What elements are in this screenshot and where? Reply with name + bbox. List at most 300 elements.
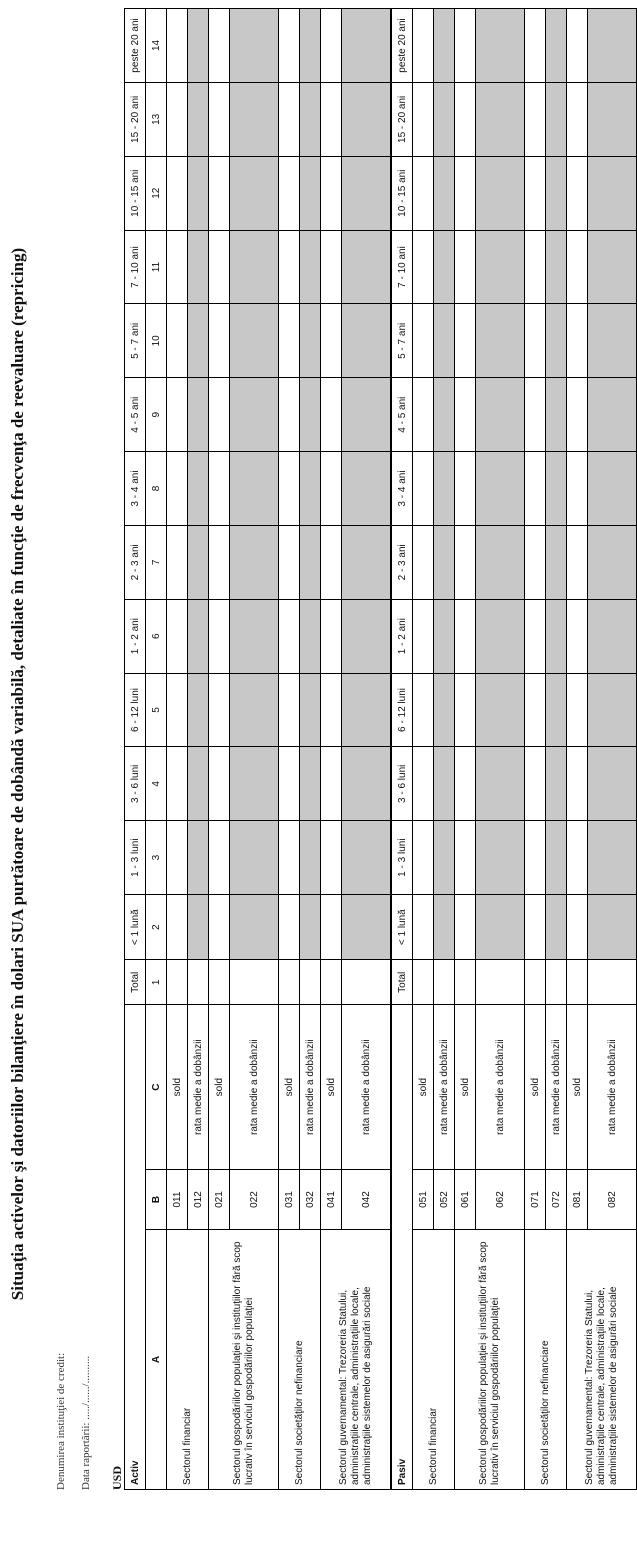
value-cell (209, 230, 230, 304)
bucket-header: 6 - 12 luni (125, 673, 146, 747)
value-cell (455, 378, 476, 452)
value-cell (525, 821, 546, 895)
bucket-header: 2 - 3 ani (391, 525, 413, 599)
value-cell (525, 378, 546, 452)
value-cell (413, 821, 434, 895)
bucket-header: peste 20 ani (125, 9, 146, 83)
value-cell (321, 599, 342, 673)
sector-name: Sectorul guvernamental: Trezoreria Statului, administraţiile centrale, administraţiile locale, administraţiile sistemelor de asigurări sociale (567, 1229, 637, 1489)
value-cell (167, 599, 188, 673)
shaded-cell (300, 230, 321, 304)
value-cell (525, 673, 546, 747)
value-cell (279, 304, 300, 378)
bucket-header: 6 - 12 luni (391, 673, 413, 747)
value-cell (167, 378, 188, 452)
value-cell (455, 821, 476, 895)
value-cell (455, 525, 476, 599)
value-cell (167, 82, 188, 156)
row-code: 052 (434, 1170, 455, 1230)
table-row (413, 9, 434, 1490)
value-cell (455, 673, 476, 747)
shaded-cell (434, 230, 455, 304)
shaded-cell (476, 673, 525, 747)
value-cell (167, 673, 188, 747)
activ-header-row (125, 9, 146, 1490)
shaded-cell (546, 82, 567, 156)
shaded-cell (476, 747, 525, 821)
indicator-label: rata medie a dobânzii (588, 1005, 637, 1170)
shaded-cell (588, 9, 637, 83)
value-cell (525, 960, 546, 1005)
col-number: 10 (146, 304, 167, 378)
shaded-cell (188, 156, 209, 230)
value-cell (321, 895, 342, 960)
row-code: 042 (342, 1170, 392, 1230)
shaded-cell (188, 599, 209, 673)
shaded-cell (300, 9, 321, 83)
col-number: 2 (146, 895, 167, 960)
shaded-cell (476, 821, 525, 895)
shaded-cell (434, 525, 455, 599)
table-row (525, 9, 546, 1490)
repricing-table (124, 8, 637, 1490)
value-cell (455, 960, 476, 1005)
value-cell (413, 525, 434, 599)
value-cell (455, 895, 476, 960)
bucket-header: 1 - 3 luni (391, 821, 413, 895)
value-cell (321, 821, 342, 895)
bucket-header: 1 - 2 ani (391, 599, 413, 673)
bucket-header: Total (391, 960, 413, 1005)
value-cell (525, 230, 546, 304)
bucket-header: < 1 lună (125, 895, 146, 960)
shaded-cell (342, 452, 392, 526)
shaded-cell (588, 304, 637, 378)
value-cell (209, 156, 230, 230)
sector-name: Sectorul societăţilor nefinanciare (525, 1229, 567, 1489)
shaded-cell (230, 747, 279, 821)
shaded-cell (230, 82, 279, 156)
value-cell (567, 960, 588, 1005)
value-cell (567, 378, 588, 452)
bucket-header: 3 - 4 ani (391, 452, 413, 526)
shaded-cell (546, 821, 567, 895)
bucket-header: < 1 lună (391, 895, 413, 960)
shaded-cell (230, 378, 279, 452)
value-cell (279, 230, 300, 304)
bucket-header: 4 - 5 ani (125, 378, 146, 452)
value-cell (455, 156, 476, 230)
shaded-cell (188, 821, 209, 895)
value-cell (209, 673, 230, 747)
indicator-label: rata medie a dobânzii (342, 1005, 392, 1170)
indicator-label: sold (413, 1005, 434, 1170)
col-number: 11 (146, 230, 167, 304)
report-title: Situaţia activelor şi datoriilor bilanţiere în dolari SUA purtătoare de dobândă variabilă, detaliate în funcţie de frecvenţa de reevaluare (repricing) (8, 247, 27, 1301)
value-cell (321, 378, 342, 452)
shaded-cell (434, 378, 455, 452)
value-cell (321, 960, 342, 1005)
value-cell (209, 599, 230, 673)
shaded-cell (434, 9, 455, 83)
col-number: 6 (146, 599, 167, 673)
col-letter-b: B (146, 1170, 167, 1230)
col-number: 4 (146, 747, 167, 821)
shaded-cell (300, 452, 321, 526)
bucket-header: 5 - 7 ani (391, 304, 413, 378)
value-cell (167, 821, 188, 895)
bucket-header: 15 - 20 ani (391, 82, 413, 156)
value-cell (188, 960, 209, 1005)
shaded-cell (434, 747, 455, 821)
value-cell (567, 673, 588, 747)
shaded-cell (588, 525, 637, 599)
value-cell (279, 747, 300, 821)
row-code: 072 (546, 1170, 567, 1230)
value-cell (455, 230, 476, 304)
shaded-cell (434, 599, 455, 673)
bucket-header: 5 - 7 ani (125, 304, 146, 378)
shaded-cell (188, 452, 209, 526)
sector-name: Sectorul financiar (167, 1229, 209, 1489)
value-cell (209, 378, 230, 452)
table-row (279, 9, 300, 1490)
value-cell (279, 378, 300, 452)
value-cell (413, 156, 434, 230)
shaded-cell (230, 230, 279, 304)
shaded-cell (230, 599, 279, 673)
value-cell (321, 673, 342, 747)
value-cell (525, 156, 546, 230)
table-row (167, 9, 188, 1490)
bucket-header: 3 - 6 luni (125, 747, 146, 821)
value-cell (567, 9, 588, 83)
value-cell (321, 452, 342, 526)
indicator-label: sold (321, 1005, 342, 1170)
shaded-cell (476, 599, 525, 673)
shaded-cell (546, 9, 567, 83)
shaded-cell (188, 378, 209, 452)
shaded-cell (188, 82, 209, 156)
shaded-cell (546, 673, 567, 747)
row-code: 012 (188, 1170, 209, 1230)
value-cell (279, 9, 300, 83)
value-cell (167, 452, 188, 526)
row-code: 041 (321, 1170, 342, 1230)
shaded-cell (300, 304, 321, 378)
value-cell (167, 747, 188, 821)
row-code: 051 (413, 1170, 434, 1230)
value-cell (209, 304, 230, 378)
sector-name: Sectorul gospodăriilor populaţiei şi instituţiilor fără scop lucrativ în serviciul gospodăriilor populaţiei (209, 1229, 279, 1489)
value-cell (567, 82, 588, 156)
value-cell (279, 960, 300, 1005)
shaded-cell (300, 82, 321, 156)
shaded-cell (588, 378, 637, 452)
value-cell (567, 747, 588, 821)
shaded-cell (434, 821, 455, 895)
sector-name: Sectorul guvernamental: Trezoreria Statului, administraţiile centrale, administraţiile locale, administraţiile sistemelor de asigurări sociale (321, 1229, 392, 1489)
shaded-cell (434, 82, 455, 156)
shaded-cell (342, 599, 392, 673)
value-cell (525, 525, 546, 599)
indicator-label: sold (525, 1005, 546, 1170)
shaded-cell (342, 747, 392, 821)
value-cell (167, 9, 188, 83)
table-row (209, 9, 230, 1490)
shaded-cell (300, 747, 321, 821)
value-cell (167, 156, 188, 230)
value-cell (525, 747, 546, 821)
indicator-label: rata medie a dobânzii (546, 1005, 567, 1170)
value-cell (413, 82, 434, 156)
value-cell (321, 156, 342, 230)
value-cell (167, 525, 188, 599)
shaded-cell (588, 821, 637, 895)
indicator-label: rata medie a dobânzii (476, 1005, 525, 1170)
column-number-row (146, 9, 167, 1490)
shaded-cell (476, 82, 525, 156)
currency-label: USD (110, 1465, 124, 1490)
value-cell (279, 673, 300, 747)
shaded-cell (188, 304, 209, 378)
value-cell (455, 747, 476, 821)
bucket-header: 1 - 2 ani (125, 599, 146, 673)
indicator-label: sold (567, 1005, 588, 1170)
shaded-cell (230, 9, 279, 83)
value-cell (525, 304, 546, 378)
row-code: 011 (167, 1170, 188, 1230)
value-cell (546, 960, 567, 1005)
shaded-cell (188, 673, 209, 747)
value-cell (209, 9, 230, 83)
value-cell (209, 821, 230, 895)
col-number: 9 (146, 378, 167, 452)
row-code: 082 (588, 1170, 637, 1230)
value-cell (321, 230, 342, 304)
shaded-cell (476, 378, 525, 452)
value-cell (279, 82, 300, 156)
value-cell (525, 599, 546, 673)
value-cell (209, 747, 230, 821)
shaded-cell (230, 821, 279, 895)
shaded-cell (546, 525, 567, 599)
value-cell (567, 156, 588, 230)
shaded-cell (588, 747, 637, 821)
bucket-header: Total (125, 960, 146, 1005)
value-cell (209, 525, 230, 599)
value-cell (209, 82, 230, 156)
value-cell (167, 304, 188, 378)
report-date-label: Data raportării: ...../....../.......... (80, 1355, 92, 1490)
value-cell (525, 9, 546, 83)
pasiv-header-row (391, 9, 413, 1490)
value-cell (567, 304, 588, 378)
value-cell (321, 9, 342, 83)
col-number: 14 (146, 9, 167, 83)
value-cell (279, 599, 300, 673)
shaded-cell (342, 230, 392, 304)
shaded-cell (300, 895, 321, 960)
shaded-cell (546, 230, 567, 304)
table-row (455, 9, 476, 1490)
row-code: 032 (300, 1170, 321, 1230)
shaded-cell (300, 156, 321, 230)
bucket-header: 1 - 3 luni (125, 821, 146, 895)
shaded-cell (342, 82, 392, 156)
indicator-label: rata medie a dobânzii (230, 1005, 279, 1170)
value-cell (567, 452, 588, 526)
bucket-header: 10 - 15 ani (125, 156, 146, 230)
value-cell (413, 452, 434, 526)
shaded-cell (300, 673, 321, 747)
value-cell (455, 9, 476, 83)
table-row (321, 9, 342, 1490)
shaded-cell (546, 452, 567, 526)
col-number: 13 (146, 82, 167, 156)
shaded-cell (342, 895, 392, 960)
shaded-cell (434, 895, 455, 960)
shaded-cell (300, 821, 321, 895)
indicator-label: sold (455, 1005, 476, 1170)
value-cell (455, 452, 476, 526)
value-cell (567, 525, 588, 599)
bucket-header: 15 - 20 ani (125, 82, 146, 156)
value-cell (525, 82, 546, 156)
value-cell (413, 747, 434, 821)
indicator-label: rata medie a dobânzii (434, 1005, 455, 1170)
sector-name: Sectorul financiar (413, 1229, 455, 1489)
shaded-cell (188, 895, 209, 960)
shaded-cell (546, 156, 567, 230)
shaded-cell (342, 821, 392, 895)
shaded-cell (588, 82, 637, 156)
value-cell (455, 599, 476, 673)
shaded-cell (476, 9, 525, 83)
col-number: 1 (146, 960, 167, 1005)
col-number: 7 (146, 525, 167, 599)
value-cell (588, 960, 637, 1005)
shaded-cell (546, 747, 567, 821)
value-cell (455, 82, 476, 156)
shaded-cell (300, 525, 321, 599)
shaded-cell (588, 599, 637, 673)
col-number: 5 (146, 673, 167, 747)
shaded-cell (188, 525, 209, 599)
value-cell (167, 230, 188, 304)
value-cell (279, 525, 300, 599)
row-code: 081 (567, 1170, 588, 1230)
indicator-label: rata medie a dobânzii (188, 1005, 209, 1170)
shaded-cell (230, 156, 279, 230)
shaded-cell (546, 599, 567, 673)
value-cell (230, 960, 279, 1005)
shaded-cell (434, 673, 455, 747)
col-letter-c: C (146, 1005, 167, 1170)
bucket-header: 2 - 3 ani (125, 525, 146, 599)
value-cell (413, 304, 434, 378)
shaded-cell (342, 673, 392, 747)
value-cell (167, 895, 188, 960)
shaded-cell (434, 304, 455, 378)
value-cell (300, 960, 321, 1005)
row-code: 062 (476, 1170, 525, 1230)
shaded-cell (546, 304, 567, 378)
shaded-cell (476, 156, 525, 230)
shaded-cell (300, 378, 321, 452)
row-code: 031 (279, 1170, 300, 1230)
shaded-cell (342, 304, 392, 378)
activ-label: Activ (125, 1005, 146, 1490)
sector-name: Sectorul gospodăriilor populaţiei şi instituţiilor fără scop lucrativ în serviciul gospodăriilor populaţiei (455, 1229, 525, 1489)
bucket-header: 3 - 6 luni (391, 747, 413, 821)
institution-label: Denumirea instituţiei de credit: (55, 1352, 67, 1490)
bucket-header: 4 - 5 ani (391, 378, 413, 452)
row-code: 061 (455, 1170, 476, 1230)
value-cell (209, 452, 230, 526)
shaded-cell (588, 452, 637, 526)
shaded-cell (230, 673, 279, 747)
value-cell (567, 821, 588, 895)
table-row (567, 9, 588, 1490)
value-cell (413, 673, 434, 747)
shaded-cell (588, 895, 637, 960)
pasiv-label: Pasiv (391, 1005, 413, 1490)
shaded-cell (342, 9, 392, 83)
value-cell (321, 82, 342, 156)
value-cell (413, 9, 434, 83)
value-cell (567, 230, 588, 304)
shaded-cell (342, 525, 392, 599)
shaded-cell (230, 452, 279, 526)
col-letter-a: A (146, 1229, 167, 1489)
indicator-label: sold (167, 1005, 188, 1170)
indicator-label: rata medie a dobânzii (300, 1005, 321, 1170)
bucket-header: 3 - 4 ani (125, 452, 146, 526)
shaded-cell (476, 895, 525, 960)
indicator-label: sold (209, 1005, 230, 1170)
shaded-cell (476, 525, 525, 599)
bucket-header: 7 - 10 ani (125, 230, 146, 304)
value-cell (279, 821, 300, 895)
value-cell (342, 960, 392, 1005)
shaded-cell (588, 156, 637, 230)
value-cell (413, 378, 434, 452)
row-code: 021 (209, 1170, 230, 1230)
shaded-cell (188, 230, 209, 304)
shaded-cell (342, 156, 392, 230)
row-code: 071 (525, 1170, 546, 1230)
value-cell (525, 895, 546, 960)
value-cell (567, 895, 588, 960)
value-cell (321, 525, 342, 599)
value-cell (413, 230, 434, 304)
col-number: 12 (146, 156, 167, 230)
col-number: 3 (146, 821, 167, 895)
row-code: 022 (230, 1170, 279, 1230)
value-cell (567, 599, 588, 673)
value-cell (279, 452, 300, 526)
bucket-header: peste 20 ani (391, 9, 413, 83)
value-cell (321, 747, 342, 821)
indicator-label: sold (279, 1005, 300, 1170)
shaded-cell (476, 230, 525, 304)
value-cell (413, 960, 434, 1005)
shaded-cell (188, 747, 209, 821)
bucket-header: 10 - 15 ani (391, 156, 413, 230)
shaded-cell (588, 230, 637, 304)
shaded-cell (342, 378, 392, 452)
